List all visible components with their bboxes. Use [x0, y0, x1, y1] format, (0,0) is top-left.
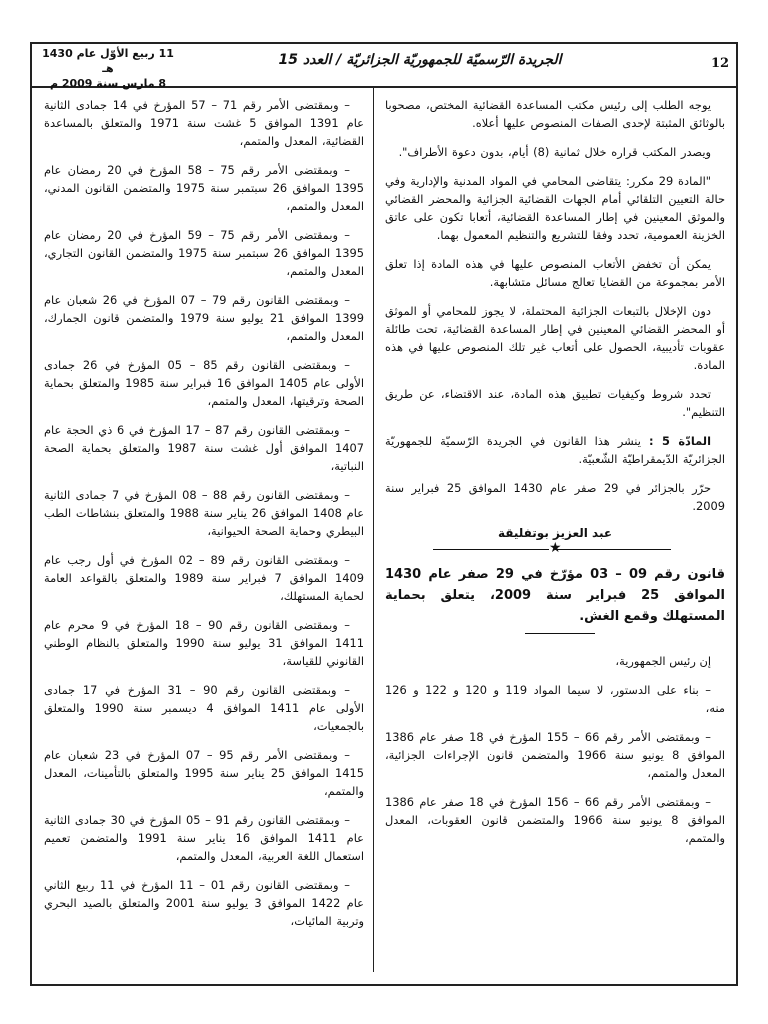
heading-underline: [525, 633, 595, 634]
page-number: 12: [710, 56, 730, 71]
preamble-item: – وبمقتضى القانون رقم 91 – 05 المؤرخ في 30 جمادى الثانية عام 1411 الموافق 16 يناير سنة 1991 والمتضمن تعميم استعمال اللغة العربية، المعدل والمتمم،: [44, 813, 364, 863]
preamble-item: – وبمقتضى القانون رقم 90 – 18 المؤرخ في 9 محرم عام 1411 الموافق 31 يوليو سنة 1990 والمتعلق بالنظام الوطني القانوني للقياسة،: [44, 618, 364, 668]
star-divider: [405, 542, 705, 556]
issue-date-hijri: 11 ربيع الأوّل عام 1430 هـ: [42, 47, 174, 75]
preamble-item: – وبمقتضى القانون رقم 89 – 02 المؤرخ في أول رجب عام 1409 الموافق 7 فبراير سنة 1989 والمتعلق بالقواعد العامة لحماية المستهلك،: [44, 553, 364, 603]
issue-date-gregorian: 8 مارس سنة 2009 م: [49, 77, 167, 90]
preamble-intro: إن رئيس الجمهورية،: [615, 654, 711, 668]
paragraph: دون الإخلال بالتبعات الجزائية المحتملة، لا يجوز للمحامي أو الموثق أو المحضر القضائي المعينين في إطار المساعدة القضائية، تحت طائلة عقوبات تأديبية، الحصول على أتعاب غير تلك المنصوص عليها في هذه المادة.: [385, 304, 725, 372]
paragraph: ويصدر المكتب قراره خلال ثمانية (8) أيام، بدون دعوة الأطراف".: [398, 145, 711, 159]
preamble-item: – وبمقتضى القانون رقم 90 – 31 المؤرخ في 17 جمادى الأولى عام 1411 الموافق 4 ديسمبر سنة 1990 والمتعلق بالجمعيات،: [44, 683, 364, 733]
closing-date: حرّر بالجزائر في 29 صفر عام 1430 الموافق 25 فبراير سنة 2009.: [385, 481, 725, 513]
page-header: [30, 42, 738, 88]
preamble-item: – وبمقتضى الأمر رقم 66 – 156 المؤرخ في 18 صفر عام 1386 الموافق 8 يونيو سنة 1966 والمتضمن قانون العقوبات، المعدل والمتمم،: [385, 795, 725, 845]
article-5-label: المادّة 5 :: [649, 434, 711, 448]
left-column: [44, 96, 364, 974]
preamble-item: – وبمقتضى الأمر رقم 95 – 07 المؤرخ في 23 شعبان عام 1415 الموافق 25 يناير سنة 1995 والمتعلق بالتأمينات، المعدل والمتمم،: [44, 748, 364, 798]
preamble-item: – وبمقتضى الأمر رقم 66 – 155 المؤرخ في 18 صفر عام 1386 الموافق 8 يونيو سنة 1966 والمتضمن قانون الإجراءات الجزائية، المعدل والمتمم،: [385, 730, 725, 780]
preamble-item: – وبمقتضى الأمر رقم 71 – 57 المؤرخ في 14 جمادى الثانية عام 1391 الموافق 5 غشت سنة 1971 والمتعلق بالمساعدة القضائية، المعدل والمتمم،: [44, 98, 364, 148]
preamble-item: – وبمقتضى الأمر رقم 75 – 59 المؤرخ في 20 رمضان عام 1395 الموافق 26 سبتمبر سنة 1975 والمتضمن القانون التجاري، المعدل والمتمم،: [44, 228, 364, 278]
journal-title: الجريدة الرّسميّة للجمهوريّة الجزائريّة / العدد 15: [278, 52, 562, 68]
divider-line: [555, 549, 671, 550]
preamble-item: – وبمقتضى القانون رقم 88 – 08 المؤرخ في 7 جمادى الثانية عام 1408 الموافق 26 يناير سنة 1988 والمتعلق بنشاطات الطب البيطري وحماية الصحة الحيوانية،: [44, 488, 364, 538]
preamble-item: – وبمقتضى القانون رقم 87 – 17 المؤرخ في 6 ذي الحجة عام 1407 الموافق أول غشت سنة 1987 والمتعلق بحماية الصحة النباتية،: [44, 423, 364, 473]
law-heading: قانون رقم 09 – 03 مؤرّخ في 29 صفر عام 1430 الموافق 25 فبراير سنة 2009، يتعلق بحماية المستهلك وقمع الغش.: [385, 567, 725, 624]
issue-date: [38, 46, 178, 91]
preamble-item: – وبمقتضى القانون رقم 01 – 11 المؤرخ في 11 ربيع الثاني عام 1422 الموافق 3 يوليو سنة 2001 والمتعلق بالصيد البحري وتربية المائيات،: [44, 878, 364, 928]
preamble-item: – وبمقتضى القانون رقم 85 – 05 المؤرخ في 26 جمادى الأولى عام 1405 الموافق 16 فبراير سنة 1985 والمتعلق بحماية الصحة وترقيتها، المعدل والمتمم،: [44, 358, 364, 408]
preamble-item: – وبمقتضى القانون رقم 79 – 07 المؤرخ في 26 شعبان عام 1399 الموافق 21 يوليو سنة 1979 والمتضمن قانون الجمارك، المعدل والمتمم،: [44, 293, 364, 343]
signature: عبد العزيز بوتفليقة: [497, 526, 613, 540]
article-5-text: ينشر هذا القانون في الجريدة الرّسميّة للجمهوريّة الجزائريّة الدّيمقراطيّة الشّعبيّة.: [385, 434, 725, 466]
paragraph: تحدد شروط وكيفيات تطبيق هذه المادة، عند الاقتضاء، عن طريق التنظيم".: [385, 387, 725, 419]
article-5: [385, 432, 725, 468]
preamble-item: – بناء على الدستور، لا سيما المواد 119 و 120 و 122 و 126 منه،: [385, 683, 725, 715]
paragraph: يمكن أن تخفض الأتعاب المنصوص عليها في هذه المادة إذا تعلق الأمر بمجموعة من القضايا تعالج مسائل متشابهة.: [385, 257, 725, 289]
divider-line: [433, 549, 549, 550]
column-divider: [373, 88, 374, 972]
paragraph: يوجه الطلب إلى رئيس مكتب المساعدة القضائية المختص، مصحوبا بالوثائق المثبتة لإحدى الصفات المنصوص عليها أعلاه.: [385, 98, 725, 130]
right-column: [385, 96, 725, 974]
paragraph: "المادة 29 مكرر: يتقاضى المحامي في المواد المدنية والإدارية وفي حالة التعيين التلقائي أمام الجهات القضائية الجزائية والمحضر القضائي والموثق المعينين في إطار المساعدة القضائية، أتعابا تكون على عاتق الخزينة العمومية، تحدد وفقا للتشريع والتنظيم المعمول بهما.: [385, 174, 725, 242]
star-icon: ★: [549, 540, 562, 556]
preamble-item: – وبمقتضى الأمر رقم 75 – 58 المؤرخ في 20 رمضان عام 1395 الموافق 26 سبتمبر سنة 1975 والمتضمن القانون المدني، المعدل والمتمم،: [44, 163, 364, 213]
